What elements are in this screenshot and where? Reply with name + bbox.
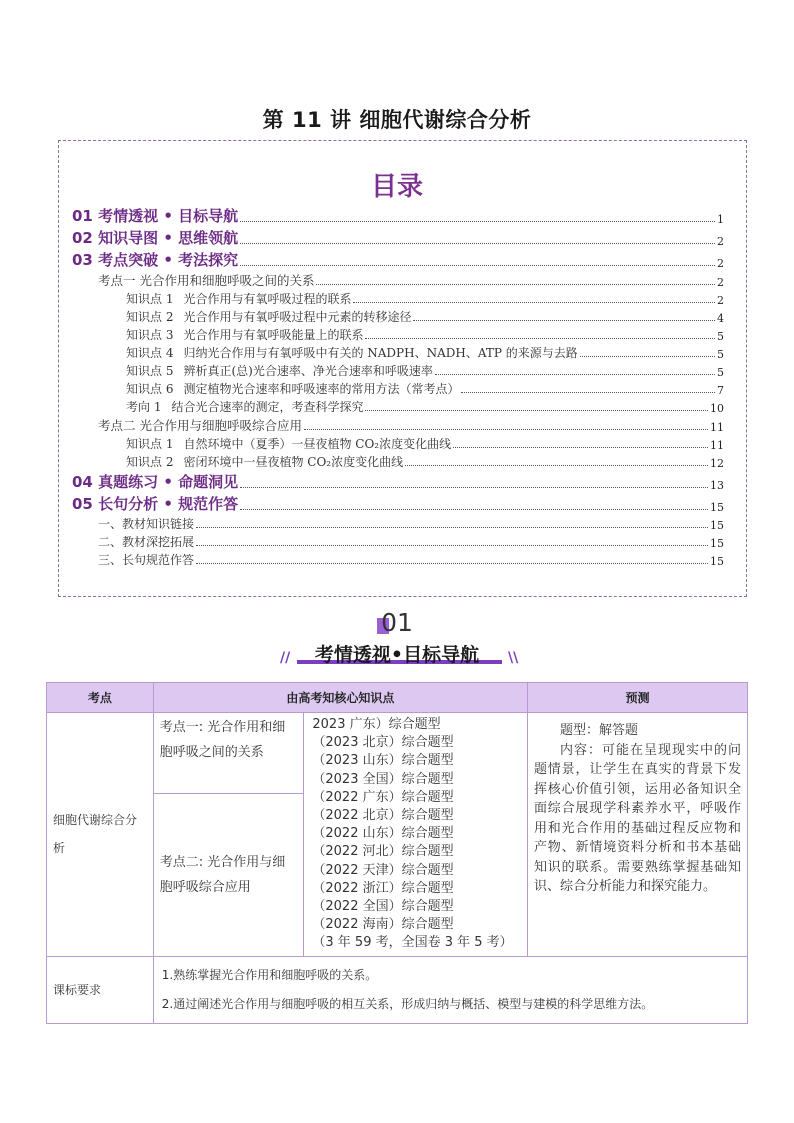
toc-entry-key: 知识点 2 [126, 455, 174, 469]
toc-page-number: 11 [710, 439, 724, 452]
requirement-1: 1.熟练掌握光合作用和细胞呼吸的关系。 [161, 967, 378, 982]
exam-analysis-table [46, 682, 748, 1024]
toc-entry-key: 知识点 1 [126, 292, 174, 306]
predict-content: 内容：可能在呈现现实中的问题情景，让学生在真实的背景下发挥核心价值引领，运用必备知识全面综合展现学科素养水平，呼吸作用和光合作用的基础过程反应物和产物、新情境资料分析和书本基础知识的联系。需要熟练掌握基础知识、综合分析能力和探究能力。 [533, 742, 741, 894]
exam-year-item: （2022 天津）综合题型 [312, 862, 454, 878]
toc-entry[interactable] [72, 226, 724, 248]
toc-entry[interactable] [72, 270, 724, 289]
toc-entry-text: 归纳光合作用与有氧呼吸中有关的 NADPH、NADH、ATP 的来源与去路 [183, 346, 578, 360]
toc-leader-dots [353, 302, 715, 303]
toc-entry-label [126, 308, 411, 325]
toc-page-number: 11 [710, 421, 724, 434]
toc-entry-text: 结合光合速率的测定，考查科学探究 [171, 400, 364, 414]
requirement-2: 2.通过阐述光合作用与细胞呼吸的相互关系，形成归纳与概括、模型与建模的科学思维方法。 [161, 996, 654, 1011]
toc-heading: 目录 [370, 172, 423, 202]
toc-entry[interactable] [72, 452, 724, 470]
toc-entry-key: 知识点 3 [126, 328, 174, 342]
toc-leader-dots [304, 429, 708, 430]
toc-page-number: 15 [710, 555, 724, 568]
toc-entry-text: 光合作用与有氧呼吸过程的联系 [183, 292, 352, 306]
toc-page-number: 15 [710, 537, 724, 550]
toc-entry-label [126, 435, 451, 452]
toc-entry-text: 光合作用与有氧呼吸能量上的联系 [183, 328, 364, 342]
toc-entry-label: 04 真题练习 • 命题洞见 [72, 473, 239, 491]
toc-page-number: 5 [717, 366, 724, 379]
toc-entry-label: 三、长句规范作答 [98, 553, 195, 567]
toc-entry-label: 05 长句分析 • 规范作答 [72, 495, 239, 513]
toc-entry-label [126, 453, 403, 470]
toc-entry[interactable] [72, 343, 724, 361]
toc-page-number: 1 [717, 213, 724, 226]
toc-leader-dots [435, 374, 715, 375]
toc-entry-text: 密闭环境中一昼夜植物 CO₂浓度变化曲线 [183, 455, 404, 469]
toc-leader-dots [413, 320, 715, 321]
exam-year-item: （2022 广东）综合题型 [312, 789, 454, 805]
toc-leader-dots [461, 392, 715, 393]
toc-entry[interactable] [72, 204, 724, 226]
banner-slash-right-icon: \\ [508, 650, 519, 666]
toc-leader-dots [240, 221, 715, 222]
toc-page-number: 10 [710, 402, 724, 415]
toc-entry-text: 光合作用与有氧呼吸过程中元素的转移途径 [183, 310, 412, 324]
toc-entry-key: 知识点 6 [126, 382, 174, 396]
toc-entry-key: 知识点 4 [126, 346, 174, 360]
section-banner: 考情透视•目标导航 [314, 644, 480, 666]
toc-entry[interactable] [72, 514, 724, 532]
toc-page-number: 4 [717, 312, 724, 325]
predict-type: 题型：解答题 [559, 723, 638, 738]
requirements-text [153, 956, 747, 1023]
requirements-row [47, 956, 748, 1023]
exam-year-item: （3 年 59 考，全国卷 3 年 5 考） [312, 935, 513, 951]
toc-entry-key: 知识点 2 [126, 310, 174, 324]
point-cell-1: 考点一: 光合作用和细胞呼吸之间的关系 [153, 713, 304, 794]
exam-year-item: （2022 山东）综合题型 [312, 826, 454, 842]
toc-entry[interactable] [72, 325, 724, 343]
exam-year-item: （2023 北京）综合题型 [312, 735, 454, 751]
section-number: 01 [381, 608, 413, 637]
toc-entry[interactable] [72, 470, 724, 492]
toc-entry-label: 03 考点突破 • 考法探究 [72, 251, 239, 269]
toc-leader-dots [240, 243, 715, 244]
toc-page-number: 12 [710, 457, 724, 470]
toc-leader-dots [196, 545, 708, 546]
exam-year-item: （2022 浙江）综合题型 [312, 880, 454, 896]
requirements-label: 课标要求 [47, 956, 154, 1023]
header-predict: 预测 [527, 683, 747, 713]
toc-leader-dots [365, 338, 715, 339]
toc-leader-dots [240, 265, 715, 266]
toc-entry[interactable] [72, 289, 724, 307]
toc-page-number: 5 [717, 330, 724, 343]
toc-leader-dots [240, 509, 708, 510]
topic-cell: 细胞代谢综合分析 [47, 713, 154, 957]
toc-entry-label [126, 344, 578, 361]
toc-page-number: 5 [717, 348, 724, 361]
exam-year-item: （2022 北京）综合题型 [312, 808, 454, 824]
toc-entry-label: 考点二 光合作用与细胞呼吸综合应用 [98, 418, 302, 433]
toc-page-number: 2 [717, 294, 724, 307]
toc-entry-key: 考向 1 [126, 400, 162, 414]
toc-page-number: 2 [717, 257, 724, 270]
toc-entry-key: 知识点 1 [126, 437, 174, 451]
exam-year-item: 2023 广东）综合题型 [312, 717, 441, 732]
toc-entry[interactable] [72, 492, 724, 514]
toc-entry-label: 一、教材知识链接 [98, 517, 195, 531]
toc-entry[interactable] [72, 397, 724, 415]
toc-entry[interactable] [72, 415, 724, 434]
banner-slash-left-icon: // [280, 650, 291, 666]
predict-cell [527, 713, 747, 957]
toc-leader-dots [196, 563, 708, 564]
toc-leader-dots [365, 410, 708, 411]
toc-leader-dots [196, 527, 708, 528]
toc-entry[interactable] [72, 307, 724, 325]
toc-leader-dots [580, 356, 715, 357]
toc-entry[interactable] [72, 361, 724, 379]
toc-leader-dots [316, 284, 715, 285]
toc-entry-label [126, 326, 363, 343]
toc-entry-label: 01 考情透视 • 目标导航 [72, 207, 239, 225]
toc-entry-key: 知识点 5 [126, 364, 174, 378]
header-knowledge: 由高考知核心知识点 [153, 683, 527, 713]
table-header-row [47, 683, 748, 713]
exam-year-item: （2022 海南）综合题型 [312, 917, 454, 933]
toc-page-number: 7 [717, 384, 724, 397]
table-row [47, 713, 748, 794]
toc-entry-label: 02 知识导图 • 思维领航 [72, 229, 239, 247]
toc-leader-dots [453, 447, 708, 448]
toc-list [72, 204, 724, 568]
header-topic: 考点 [47, 683, 154, 713]
point-cell-2: 考点二: 光合作用与细胞呼吸综合应用 [153, 794, 304, 956]
years-list [312, 716, 527, 953]
toc-entry[interactable] [72, 248, 724, 270]
toc-entry-label [126, 362, 433, 379]
toc-entry-label [126, 380, 459, 397]
years-cell [304, 713, 528, 957]
toc-entry[interactable] [72, 379, 724, 397]
document-title: 第 11 讲 细胞代谢综合分析 [262, 108, 532, 132]
toc-entry[interactable] [72, 434, 724, 452]
toc-entry-label: 考点一 光合作用和细胞呼吸之间的关系 [98, 273, 315, 288]
toc-page-number: 13 [710, 479, 724, 492]
toc-entry-text: 自然环境中（夏季）一昼夜植物 CO₂浓度变化曲线 [183, 437, 452, 451]
exam-year-item: （2022 全国）综合题型 [312, 899, 454, 915]
exam-year-item: （2023 山东）综合题型 [312, 753, 454, 769]
toc-entry-label [126, 290, 351, 307]
toc-page-number: 15 [710, 519, 724, 532]
toc-entry-label [126, 398, 363, 415]
toc-leader-dots [240, 487, 708, 488]
toc-leader-dots [405, 465, 708, 466]
toc-entry-label: 二、教材深挖拓展 [98, 535, 195, 549]
exam-year-item: （2023 全国）综合题型 [312, 771, 454, 787]
toc-page-number: 15 [710, 501, 724, 514]
toc-entry-text: 辨析真正(总)光合速率、净光合速率和呼吸速率 [183, 364, 433, 378]
toc-entry[interactable] [72, 532, 724, 550]
toc-page-number: 2 [717, 276, 724, 289]
toc-entry-text: 测定植物光合速率和呼吸速率的常用方法（常考点） [183, 382, 460, 396]
toc-entry[interactable] [72, 550, 724, 568]
toc-page-number: 2 [717, 235, 724, 248]
exam-year-item: （2022 河北）综合题型 [312, 844, 454, 860]
